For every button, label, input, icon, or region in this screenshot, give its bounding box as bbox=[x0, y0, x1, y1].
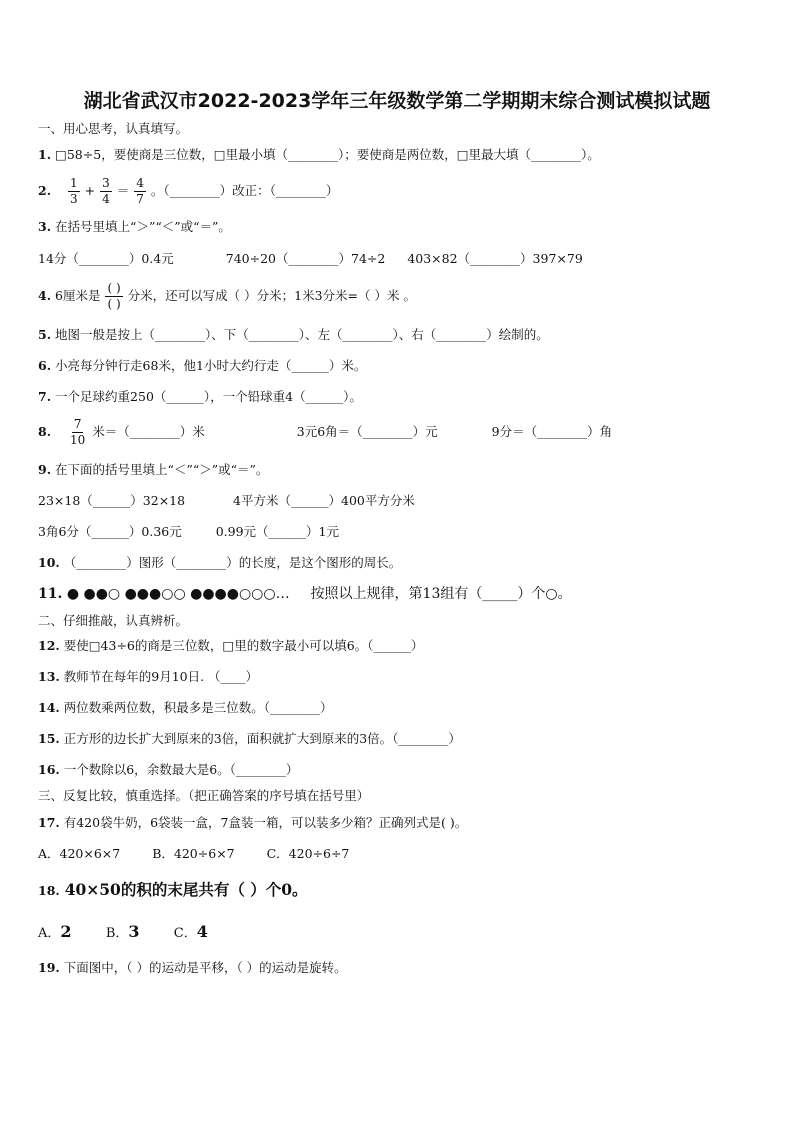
option-b: B．420÷6×7 bbox=[152, 846, 235, 861]
question-number: 10. bbox=[38, 555, 60, 570]
section-1-heading: 一、用心思考，认真填写。 bbox=[38, 121, 189, 136]
question-number: 1. bbox=[38, 147, 52, 162]
compare-item: 403×82（________）397×79 bbox=[407, 251, 583, 266]
question-number: 7. bbox=[38, 389, 52, 404]
option-b-label: B． bbox=[105, 926, 129, 941]
question-text: 一个数除以6，余数最大是6。（________） bbox=[63, 762, 299, 777]
question-text: 正方形的边长扩大到原来的3倍，面积就扩大到原来的3倍。（________） bbox=[63, 731, 461, 746]
question-text: 。（________）改正：（________） bbox=[150, 183, 339, 198]
question-text: 小亮每分钟行走68米，他1小时大约行走（______）米。 bbox=[55, 358, 367, 373]
question-text: 40×50的积的末尾共有（ ）个0。 bbox=[64, 880, 308, 899]
compare-item: 0.99元（______）1元 bbox=[215, 524, 340, 539]
question-number: 18. bbox=[38, 883, 60, 898]
conversion-item: 3元6角＝（________）元 bbox=[296, 424, 438, 439]
section-2-heading: 二、仔细推敲，认真辨析。 bbox=[38, 613, 189, 628]
question-text: 按照以上规律，第13组有（_____）个○。 bbox=[310, 586, 572, 602]
conversion-item: 9分＝（________）角 bbox=[491, 424, 613, 439]
question-text: 一个足球约重250（______），一个铅球重4（______）。 bbox=[55, 389, 362, 404]
question-number: 6. bbox=[38, 358, 52, 373]
question-6 bbox=[38, 358, 366, 374]
question-number: 17. bbox=[38, 815, 60, 830]
question-number: 9. bbox=[38, 462, 52, 477]
fraction-4-7: $\frac{4}{7}$ bbox=[136, 176, 144, 206]
question-number: 12. bbox=[38, 638, 60, 653]
question-15 bbox=[38, 731, 461, 747]
option-b: 3 bbox=[128, 922, 140, 941]
option-c: 4 bbox=[196, 922, 208, 941]
question-number: 15. bbox=[38, 731, 60, 746]
question-3 bbox=[38, 219, 231, 235]
question-text: 教师节在每年的9月10日. （____） bbox=[63, 669, 259, 684]
question-9-row-2 bbox=[38, 524, 339, 540]
equals-sign: ＝ bbox=[116, 183, 130, 198]
question-12 bbox=[38, 638, 423, 654]
fraction-7-10: $\frac{7}{10}$ bbox=[70, 417, 86, 447]
question-17 bbox=[38, 815, 467, 831]
compare-item: 14分（________）0.4元 bbox=[38, 251, 174, 266]
compare-item: 740÷20（________）74÷2 bbox=[225, 251, 386, 266]
question-19 bbox=[38, 960, 347, 976]
question-18-options bbox=[38, 922, 208, 944]
compare-item: 23×18（______）32×18 bbox=[38, 493, 186, 508]
option-a: A．420×6×7 bbox=[38, 846, 121, 861]
question-14 bbox=[38, 700, 333, 716]
question-number: 19. bbox=[38, 960, 60, 975]
question-text: 在下面的括号里填上“＜”“＞”或“＝”。 bbox=[55, 462, 269, 477]
question-text: 有420袋牛奶，6袋装一盒，7盒装一箱，可以装多少箱？正确列式是( )。 bbox=[63, 815, 468, 830]
question-number: 8. bbox=[38, 424, 52, 439]
question-9 bbox=[38, 462, 268, 478]
compare-item: 3角6分（______）0.36元 bbox=[38, 524, 182, 539]
page-title: 湖北省武汉市2022-2023学年三年级数学第二学期期末综合测试模拟试题 bbox=[83, 90, 711, 112]
question-7 bbox=[38, 389, 362, 405]
fraction-1-3: $\frac{1}{3}$ bbox=[70, 176, 78, 206]
question-9-row-1 bbox=[38, 493, 415, 509]
question-text: （________）图形（________）的长度，是这个图形的周长。 bbox=[63, 555, 402, 570]
question-number: 14. bbox=[38, 700, 60, 715]
question-8 bbox=[38, 416, 612, 448]
question-text: □58÷5，要使商是三位数，□里最小填（________）；要使商是两位数，□里最大填（________）。 bbox=[55, 147, 600, 162]
question-18 bbox=[38, 880, 308, 901]
question-11 bbox=[38, 585, 572, 603]
question-number: 16. bbox=[38, 762, 60, 777]
question-number: 5. bbox=[38, 327, 52, 342]
question-2 bbox=[38, 176, 338, 207]
fraction-3-4: $\frac{3}{4}$ bbox=[102, 176, 110, 206]
question-4 bbox=[38, 279, 416, 313]
option-a: 2 bbox=[60, 922, 72, 941]
question-17-options bbox=[38, 846, 349, 862]
question-10 bbox=[38, 555, 401, 571]
question-3-items bbox=[38, 251, 583, 267]
question-text: 在括号里填上“＞”“＜”或“＝”。 bbox=[55, 219, 231, 234]
question-number: 13. bbox=[38, 669, 60, 684]
fraction-blank: $\frac{( )}{( )}$ bbox=[107, 281, 121, 311]
option-c: C．420÷6÷7 bbox=[266, 846, 350, 861]
question-number: 3. bbox=[38, 219, 52, 234]
question-text-tail: 分米，还可以写成（ ）分米；1米3分米=（ ）米 。 bbox=[127, 288, 416, 303]
plus-sign: + bbox=[84, 183, 96, 198]
question-text: 两位数乘两位数，积最多是三位数。（________） bbox=[63, 700, 333, 715]
question-text: 6厘米是 bbox=[55, 288, 101, 303]
question-number: 11. bbox=[38, 586, 63, 602]
question-16 bbox=[38, 762, 298, 778]
conversion-item: 米＝（________）米 bbox=[92, 424, 205, 439]
option-c-label: C． bbox=[173, 926, 197, 941]
section-3-heading: 三、反复比较，慎重选择。（把正确答案的序号填在括号里） bbox=[38, 788, 370, 803]
question-number: 4. bbox=[38, 288, 52, 303]
option-a-label: A． bbox=[38, 926, 61, 941]
question-text: 下面图中，（ ）的运动是平移，（ ）的运动是旋转。 bbox=[63, 960, 347, 975]
question-number: 2. bbox=[38, 183, 52, 198]
compare-item: 4平方米（______）400平方分米 bbox=[233, 493, 415, 508]
question-13 bbox=[38, 669, 258, 685]
dot-pattern: ● ●●○ ●●●○○ ●●●●○○○… bbox=[66, 586, 290, 602]
question-text: 地图一般是按上（________）、下（________）、左（________）、右（________）绘制的。 bbox=[55, 327, 549, 342]
question-5 bbox=[38, 327, 549, 343]
question-text: 要使□43÷6的商是三位数，□里的数字最小可以填6。（______） bbox=[63, 638, 424, 653]
question-1 bbox=[38, 147, 600, 163]
